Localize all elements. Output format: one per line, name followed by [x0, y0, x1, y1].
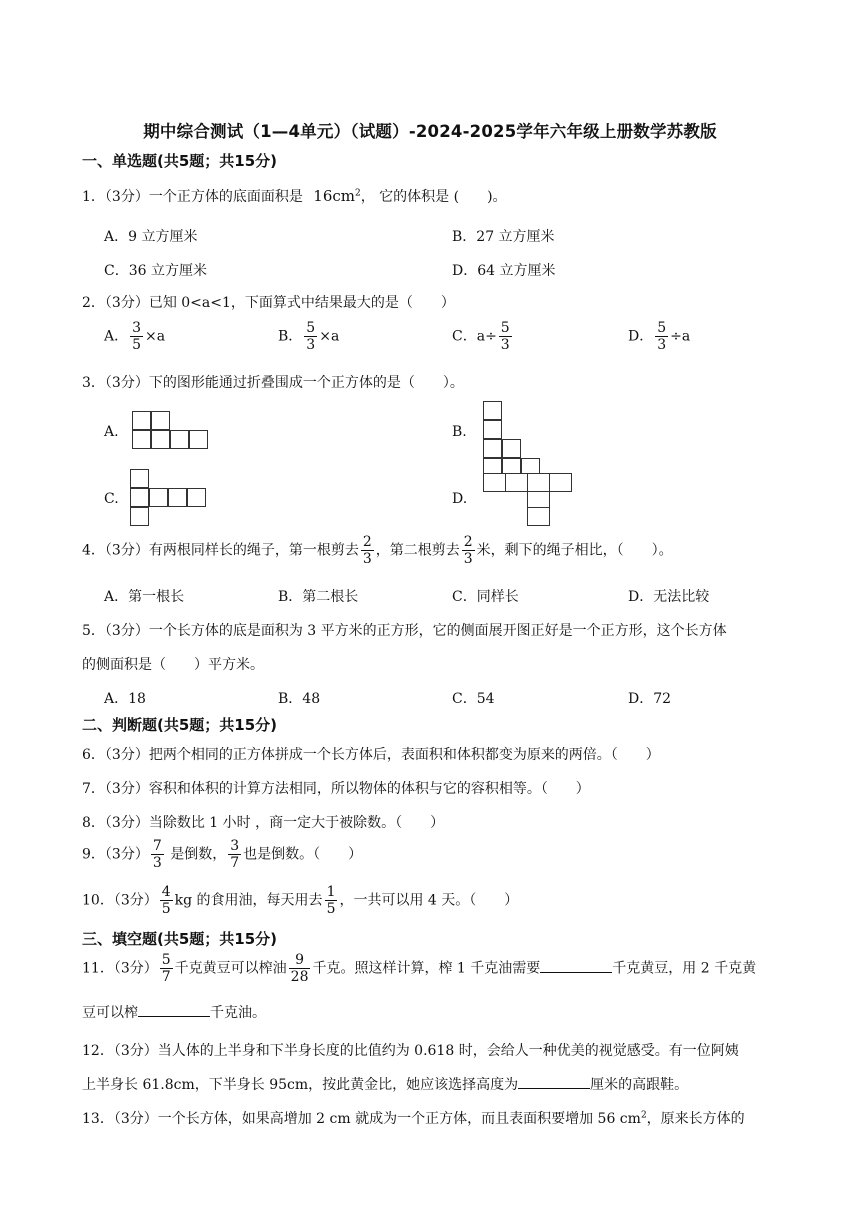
question-13-exponent: 2 [640, 1110, 647, 1121]
q4-option-d[interactable]: D．无法比较 [628, 589, 710, 605]
net-square [505, 473, 528, 492]
q2-c-denominator: 3 [500, 337, 510, 353]
q4-fraction-1-denominator: 3 [362, 551, 372, 567]
q1-option-a[interactable]: A．9 立方厘米 [104, 229, 198, 245]
q2-option-c-label: C． [452, 328, 477, 345]
question-5-line-2: 的侧面积是（ ）平方米。 [82, 657, 264, 673]
question-3: 3．（3分）下的图形能通过折叠围成一个正方体的是（ ）。 [82, 375, 464, 391]
q9-fraction-1-denominator: 3 [152, 855, 162, 871]
net-square [170, 430, 189, 449]
q10-fraction-2-denominator: 5 [326, 901, 336, 917]
q12-answer-blank[interactable] [518, 1076, 590, 1089]
question-5-line-1: 5．（3分）一个长方体的底是面积为 3 平方米的正方形，它的侧面展开图正好是一个正方形，这个长方体 [82, 623, 727, 639]
net-square [149, 488, 168, 507]
net-square [132, 411, 151, 430]
q3-option-b-label[interactable]: B. [452, 424, 467, 440]
question-13-tail: ，原来长方体的 [646, 1111, 745, 1127]
q4-fraction-2-denominator: 3 [463, 551, 473, 567]
q2-a-tail: ×a [145, 328, 166, 345]
question-12-line-2b: 厘米的高跟鞋。 [590, 1077, 689, 1093]
question-1-suffix: ， 它的体积是 ( )。 [360, 189, 507, 205]
q11-fraction-2-numerator: 9 [289, 952, 311, 969]
q10-fraction-2-numerator: 1 [326, 884, 336, 900]
q2-option-d[interactable] [628, 320, 690, 353]
question-10-head: 10．（3分） [82, 892, 158, 909]
question-11-line-2b: 千克油。 [210, 1005, 266, 1021]
question-9-tail: 也是倒数。（ ） [243, 846, 363, 863]
q2-option-d-label: D． [628, 328, 654, 345]
net-square [483, 439, 502, 458]
question-10-mid: kg 的食用油，每天用去 [174, 892, 323, 909]
question-11-line-2a: 豆可以榨 [82, 1005, 138, 1021]
net-square [483, 401, 502, 420]
question-11 [82, 952, 756, 985]
q11-fraction-1-numerator: 5 [161, 952, 171, 968]
q4-fraction-2-numerator: 2 [463, 534, 473, 550]
question-1 [82, 186, 507, 206]
section-heading-true-false: 二、判断题(共5题；共15分) [82, 716, 278, 734]
question-2: 2．（3分）已知 0<a<1，下面算式中结果最大的是（ ） [82, 295, 455, 311]
net-square [151, 411, 170, 430]
question-1-exponent: 2 [355, 188, 361, 199]
section-heading-single-choice: 一、单选题(共5题；共15分) [82, 152, 278, 170]
q2-c-head: a÷ [476, 328, 497, 345]
q2-a-denominator: 5 [132, 337, 142, 353]
page-title: 期中综合测试（1—4单元）（试题）-2024-2025学年六年级上册数学苏教版 [143, 122, 717, 141]
q2-d-denominator: 3 [657, 337, 667, 353]
q10-fraction-1-numerator: 4 [161, 884, 171, 900]
net-square [130, 469, 149, 488]
question-6: 6．（3分）把两个相同的正方体拼成一个长方体后，表面积和体积都变为原来的两倍。（ ） [82, 747, 660, 763]
q2-d-tail: ÷a [670, 328, 691, 345]
net-square [132, 430, 151, 449]
q9-fraction-2-numerator: 3 [230, 838, 240, 854]
q4-option-b[interactable]: B．第二根长 [278, 589, 359, 605]
q2-b-denominator: 3 [306, 337, 316, 353]
q10-fraction-1-denominator: 5 [161, 901, 171, 917]
q5-option-c[interactable]: C．54 [452, 691, 495, 707]
q4-fraction-1-numerator: 2 [362, 534, 372, 550]
q1-option-d[interactable]: D．64 立方厘米 [452, 263, 556, 279]
q2-option-b[interactable] [278, 320, 339, 353]
question-4-head: 4．（3分）有两根同样长的绳子，第一根剪去 [82, 542, 359, 559]
q2-b-numerator: 5 [306, 320, 316, 336]
q2-option-c[interactable] [452, 320, 514, 353]
q11-fraction-2-denominator: 28 [290, 969, 309, 985]
q11-answer-blank-1[interactable] [540, 960, 612, 973]
question-4-mid: ，第二根剪去 [375, 542, 460, 559]
q3-option-d-label[interactable]: D. [452, 491, 468, 507]
q4-option-c[interactable]: C．同样长 [452, 589, 519, 605]
q3-option-a-label[interactable]: A. [104, 424, 119, 440]
question-13 [82, 1108, 745, 1128]
net-square [502, 439, 521, 458]
question-10-tail: ，一共可以用 4 天。（ ） [339, 892, 519, 909]
q4-option-a[interactable]: A．第一根长 [104, 589, 185, 605]
net-square [483, 420, 502, 439]
question-12-line-1: 12．（3分）当人体的上半身和下半身长度的比值约为 0.618 时，会给人一种优美的视觉感受。有一位阿姨 [82, 1043, 739, 1059]
net-square [130, 507, 149, 526]
question-7: 7．（3分）容积和体积的计算方法相同，所以物体的体积与它的容积相等。（ ） [82, 781, 590, 797]
q2-c-numerator: 5 [500, 320, 510, 336]
q2-d-numerator: 5 [657, 320, 667, 336]
net-square [549, 473, 572, 492]
q11-answer-blank-2[interactable] [138, 1004, 210, 1017]
question-1-prefix: 1．（3分）一个正方体的底面面积是 [82, 189, 303, 205]
net-square [151, 430, 170, 449]
q5-option-d[interactable]: D．72 [628, 691, 672, 707]
question-11-mid: 千克黄豆可以榨油 [174, 960, 287, 977]
q2-b-tail: ×a [319, 328, 340, 345]
q11-fraction-1-denominator: 7 [161, 969, 171, 985]
net-square [527, 507, 550, 526]
question-4-tail: 米，剩下的绳子相比，（ ）。 [476, 542, 673, 559]
net-square [168, 488, 187, 507]
q2-a-numerator: 3 [132, 320, 142, 336]
net-square [483, 473, 506, 492]
question-11-head: 11．（3分） [82, 960, 158, 977]
q2-option-a[interactable] [104, 320, 165, 353]
question-9-mid: 是倒数， [165, 846, 227, 863]
question-10 [82, 884, 518, 917]
question-8: 8．（3分）当除数比 1 小时 ，商一定大于被除数。（ ） [82, 815, 445, 831]
net-square [189, 430, 208, 449]
q1-option-b[interactable]: B．27 立方厘米 [452, 229, 555, 245]
q9-fraction-1-numerator: 7 [152, 838, 162, 854]
q2-option-b-label: B． [278, 328, 303, 345]
q5-option-a[interactable]: A．18 [104, 691, 146, 707]
question-12-line-2a: 上半身长 61.8cm，下半身长 95cm，按此黄金比，她应该选择高度为 [82, 1077, 519, 1093]
question-9 [82, 838, 362, 871]
section-heading-fill-in: 三、填空题(共5题；共15分) [82, 930, 278, 948]
question-9-head: 9．（3分） [82, 846, 149, 863]
net-square [527, 473, 550, 492]
q5-option-b[interactable]: B．48 [278, 691, 321, 707]
question-11-tail-1: 千克。照这样计算，榨 1 千克油需要 [312, 960, 541, 977]
q9-fraction-2-denominator: 7 [230, 855, 240, 871]
question-1-area: 16cm [313, 187, 355, 205]
question-11-tail-2: 千克黄豆，用 2 千克黄 [612, 960, 757, 977]
q1-option-c[interactable]: C．36 立方厘米 [104, 263, 207, 279]
q2-option-a-label: A． [104, 328, 129, 345]
question-13-head: 13．（3分）一个长方体，如果高增加 2 cm 就成为一个正方体，而且表面积要增加 56 cm [82, 1111, 641, 1127]
question-11-line-2 [82, 1002, 266, 1022]
question-12-line-2 [82, 1074, 688, 1094]
q3-option-c-label[interactable]: C. [104, 491, 119, 507]
question-4 [82, 534, 673, 567]
net-square [130, 488, 149, 507]
net-square [187, 488, 206, 507]
